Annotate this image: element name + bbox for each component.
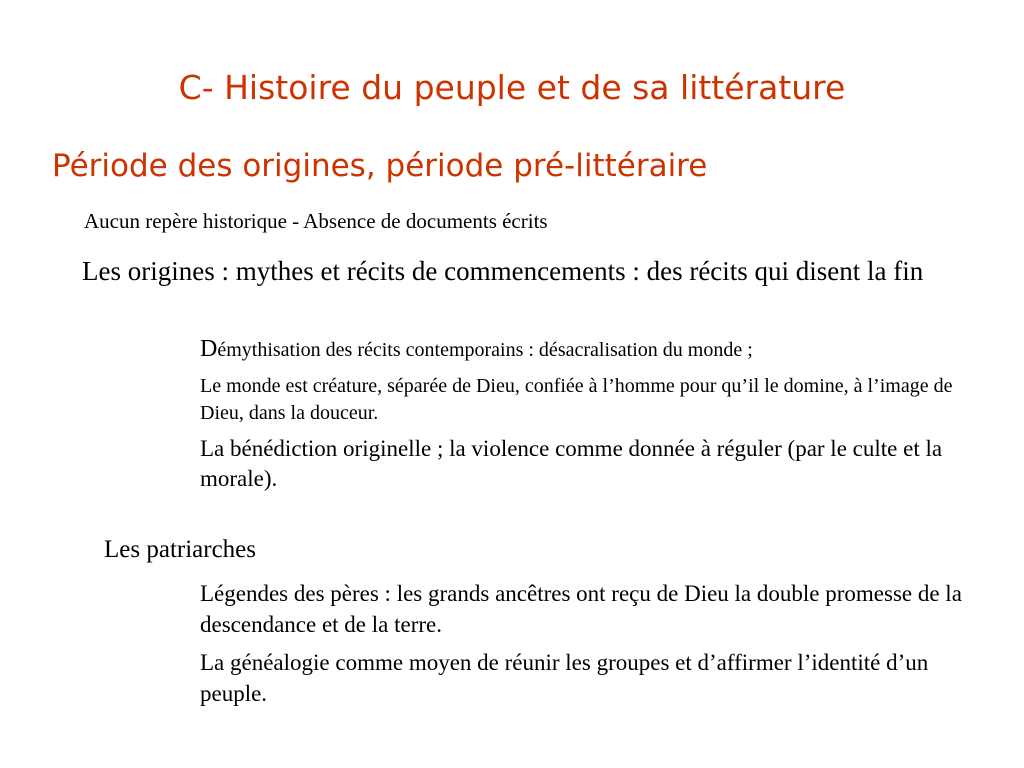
origins-item-text: émythisation des récits contemporains : désacralisation du monde ;	[217, 339, 753, 361]
patriarchs-item-genealogy: La généalogie comme moyen de réunir les groupes et d’affirmer l’identité d’un peuple.	[200, 650, 929, 706]
slide-title: C- Histoire du peuple et de sa littérature	[178, 68, 846, 107]
origins-heading: Les origines : mythes et récits de commencements : des récits qui disent la fin	[82, 256, 924, 286]
origins-item-creature: Le monde est créature, séparée de Dieu, confiée à l’homme pour qu’il le domine, à l’image de Dieu, dans la douceur.	[200, 375, 953, 424]
patriarchs-item-legends: Légendes des pères : les grands ancêtres ont reçu de Dieu la double promesse de la descendance et de la terre.	[200, 581, 962, 637]
patriarchs-heading: Les patriarches	[104, 536, 257, 563]
origins-item-benediction: La bénédiction originelle ; la violence comme donnée à réguler (par le culte et la morale).	[200, 436, 943, 491]
section-heading: Période des origines, période pré-littéraire	[52, 148, 708, 184]
drop-letter: D	[200, 336, 218, 362]
origins-item-demythisation	[200, 336, 753, 363]
intro-text: Aucun repère historique - Absence de documents écrits	[84, 209, 548, 233]
